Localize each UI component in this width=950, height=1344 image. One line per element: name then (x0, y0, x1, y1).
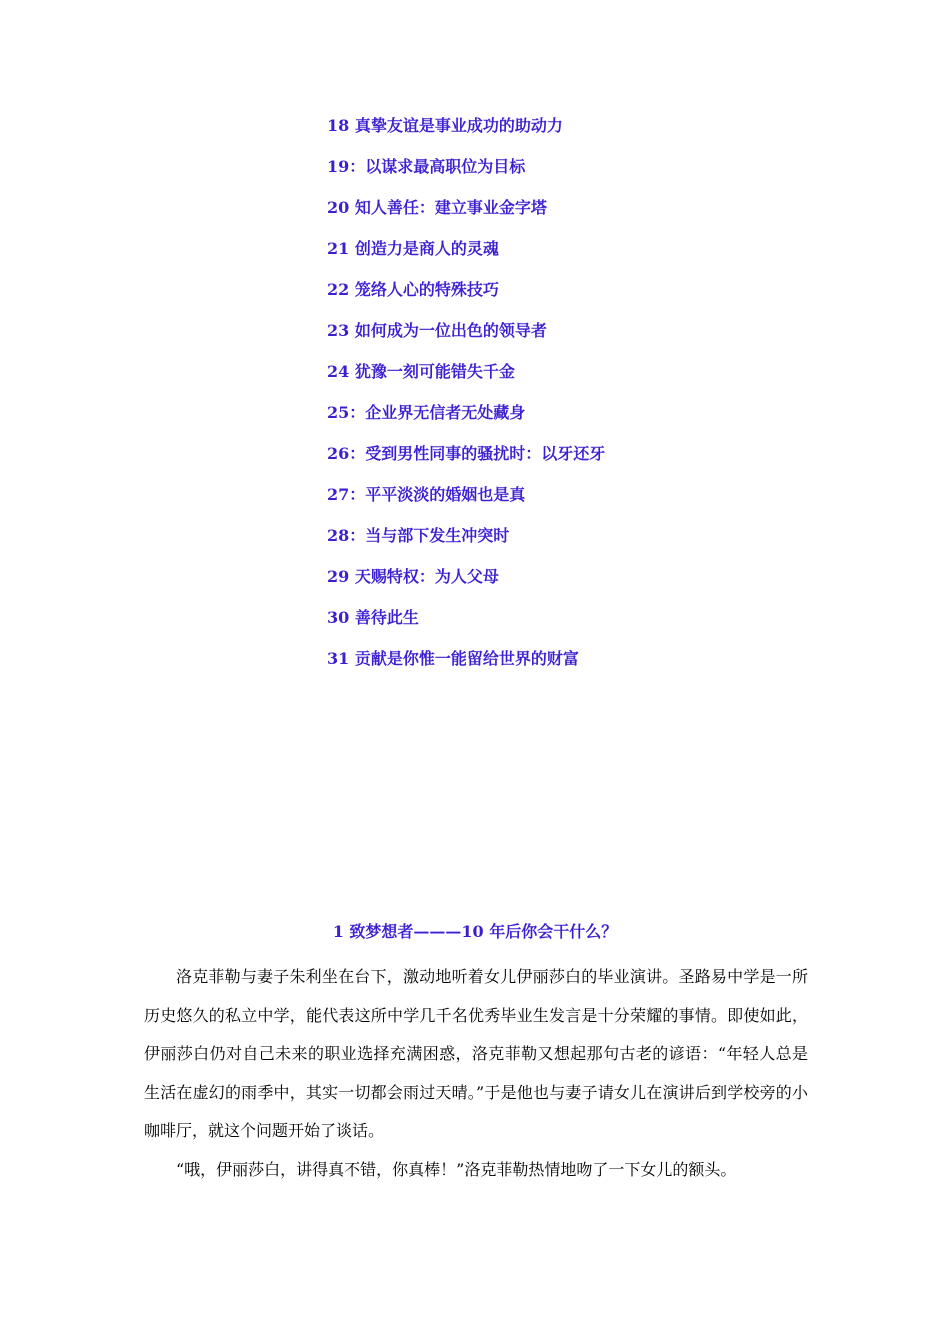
paragraph: 洛克菲勒与妻子朱利坐在台下，激动地听着女儿伊丽莎白的毕业演讲。圣路易中学是一所历史悠久的私立中学，能代表这所中学几千名优秀毕业生发言是十分荣耀的事情。即使如此，伊丽莎白仍对自己未来的职业选择充满困惑，洛克菲勒又想起那句古老的谚语：“年轻人总是生活在虚幻的雨季中，其实一切都会雨过天晴。”于是他也与妻子请女儿在演讲后到学校旁的小咖啡厅，就这个问题开始了谈话。 (144, 967, 808, 1140)
toc-item-31[interactable]: 31 贡献是你惟一能留给世界的财富 (327, 649, 579, 668)
toc-item-18[interactable]: 18 真挚友谊是事业成功的助动力 (327, 116, 563, 135)
toc-item-29[interactable]: 29 天赐特权：为人父母 (327, 567, 499, 586)
toc-item-28[interactable]: 28：当与部下发生冲突时 (327, 526, 510, 545)
toc-item-30[interactable]: 30 善待此生 (327, 608, 419, 627)
table-of-contents (327, 114, 605, 688)
toc-item-19[interactable]: 19：以谋求最高职位为目标 (327, 157, 526, 176)
toc-item-27[interactable]: 27：平平淡淡的婚姻也是真 (327, 485, 526, 504)
toc-item-22[interactable]: 22 笼络人心的特殊技巧 (327, 280, 499, 299)
toc-item-23[interactable]: 23 如何成为一位出色的领导者 (327, 321, 547, 340)
chapter-body (144, 958, 808, 1189)
toc-item-25[interactable]: 25：企业界无信者无处藏身 (327, 403, 526, 422)
paragraph: “哦，伊丽莎白，讲得真不错，你真棒！”洛克菲勒热情地吻了一下女儿的额头。 (176, 1159, 737, 1179)
toc-item-20[interactable]: 20 知人善任：建立事业金字塔 (327, 198, 547, 217)
chapter-title: 1 致梦想者———10 年后你会干什么？ (332, 922, 618, 941)
toc-item-24[interactable]: 24 犹豫一刻可能错失千金 (327, 362, 515, 381)
toc-item-26[interactable]: 26：受到男性同事的骚扰时：以牙还牙 (327, 444, 606, 463)
toc-item-21[interactable]: 21 创造力是商人的灵魂 (327, 239, 499, 258)
